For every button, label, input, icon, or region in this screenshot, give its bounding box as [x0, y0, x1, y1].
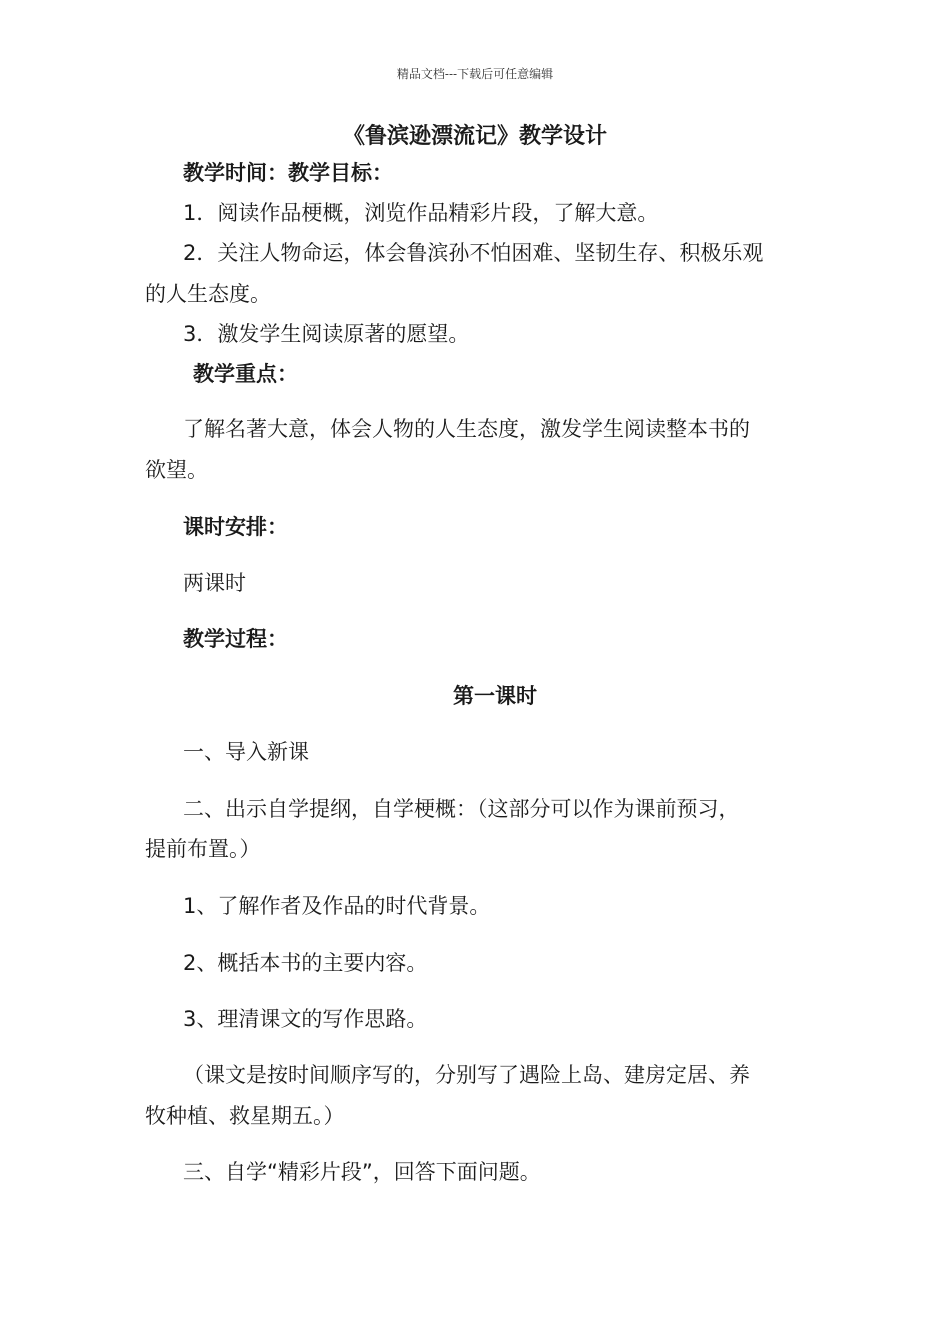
teaching-time-goal-heading: 教学时间：教学目标：: [183, 161, 393, 185]
focus-text-line-1: 了解名著大意，体会人物的人生态度，激发学生阅读整本书的: [183, 417, 750, 441]
step-2-line-1: 二、出示自学提纲，自学梗概：（这部分可以作为课前预习，: [183, 797, 740, 821]
sub-item-3: 3、理清课文的写作思路。: [183, 1007, 428, 1031]
focus-heading: 教学重点：: [193, 362, 298, 386]
note-line-2: 牧种植、救星期五。）: [145, 1104, 345, 1128]
process-heading: 教学过程：: [183, 627, 288, 651]
sub-item-1: 1、了解作者及作品的时代背景。: [183, 894, 491, 918]
schedule-heading: 课时安排：: [183, 515, 288, 539]
goal-item-2-line-1: 2．关注人物命运，体会鲁滨孙不怕困难、坚韧生存、积极乐观: [183, 241, 764, 265]
page-header: 精品文档---下载后可任意编辑: [396, 67, 554, 81]
document-title: 《鲁滨逊漂流记》教学设计: [342, 124, 607, 149]
note-line-1: （课文是按时间顺序写的，分别写了遇险上岛、建房定居、养: [183, 1063, 750, 1087]
goal-item-1: 1．阅读作品梗概，浏览作品精彩片段，了解大意。: [183, 201, 659, 225]
step-2-line-2: 提前布置。）: [145, 837, 261, 861]
schedule-text: 两课时: [183, 571, 246, 595]
lesson-1-heading: 第一课时: [453, 684, 537, 708]
sub-item-2: 2、概括本书的主要内容。: [183, 951, 428, 975]
step-1: 一、导入新课: [183, 740, 309, 764]
goal-item-2-line-2: 的人生态度。: [145, 282, 271, 306]
focus-text-line-2: 欲望。: [145, 458, 208, 482]
goal-item-3: 3．激发学生阅读原著的愿望。: [183, 322, 470, 346]
step-3: 三、自学“精彩片段”，回答下面问题。: [183, 1160, 541, 1184]
